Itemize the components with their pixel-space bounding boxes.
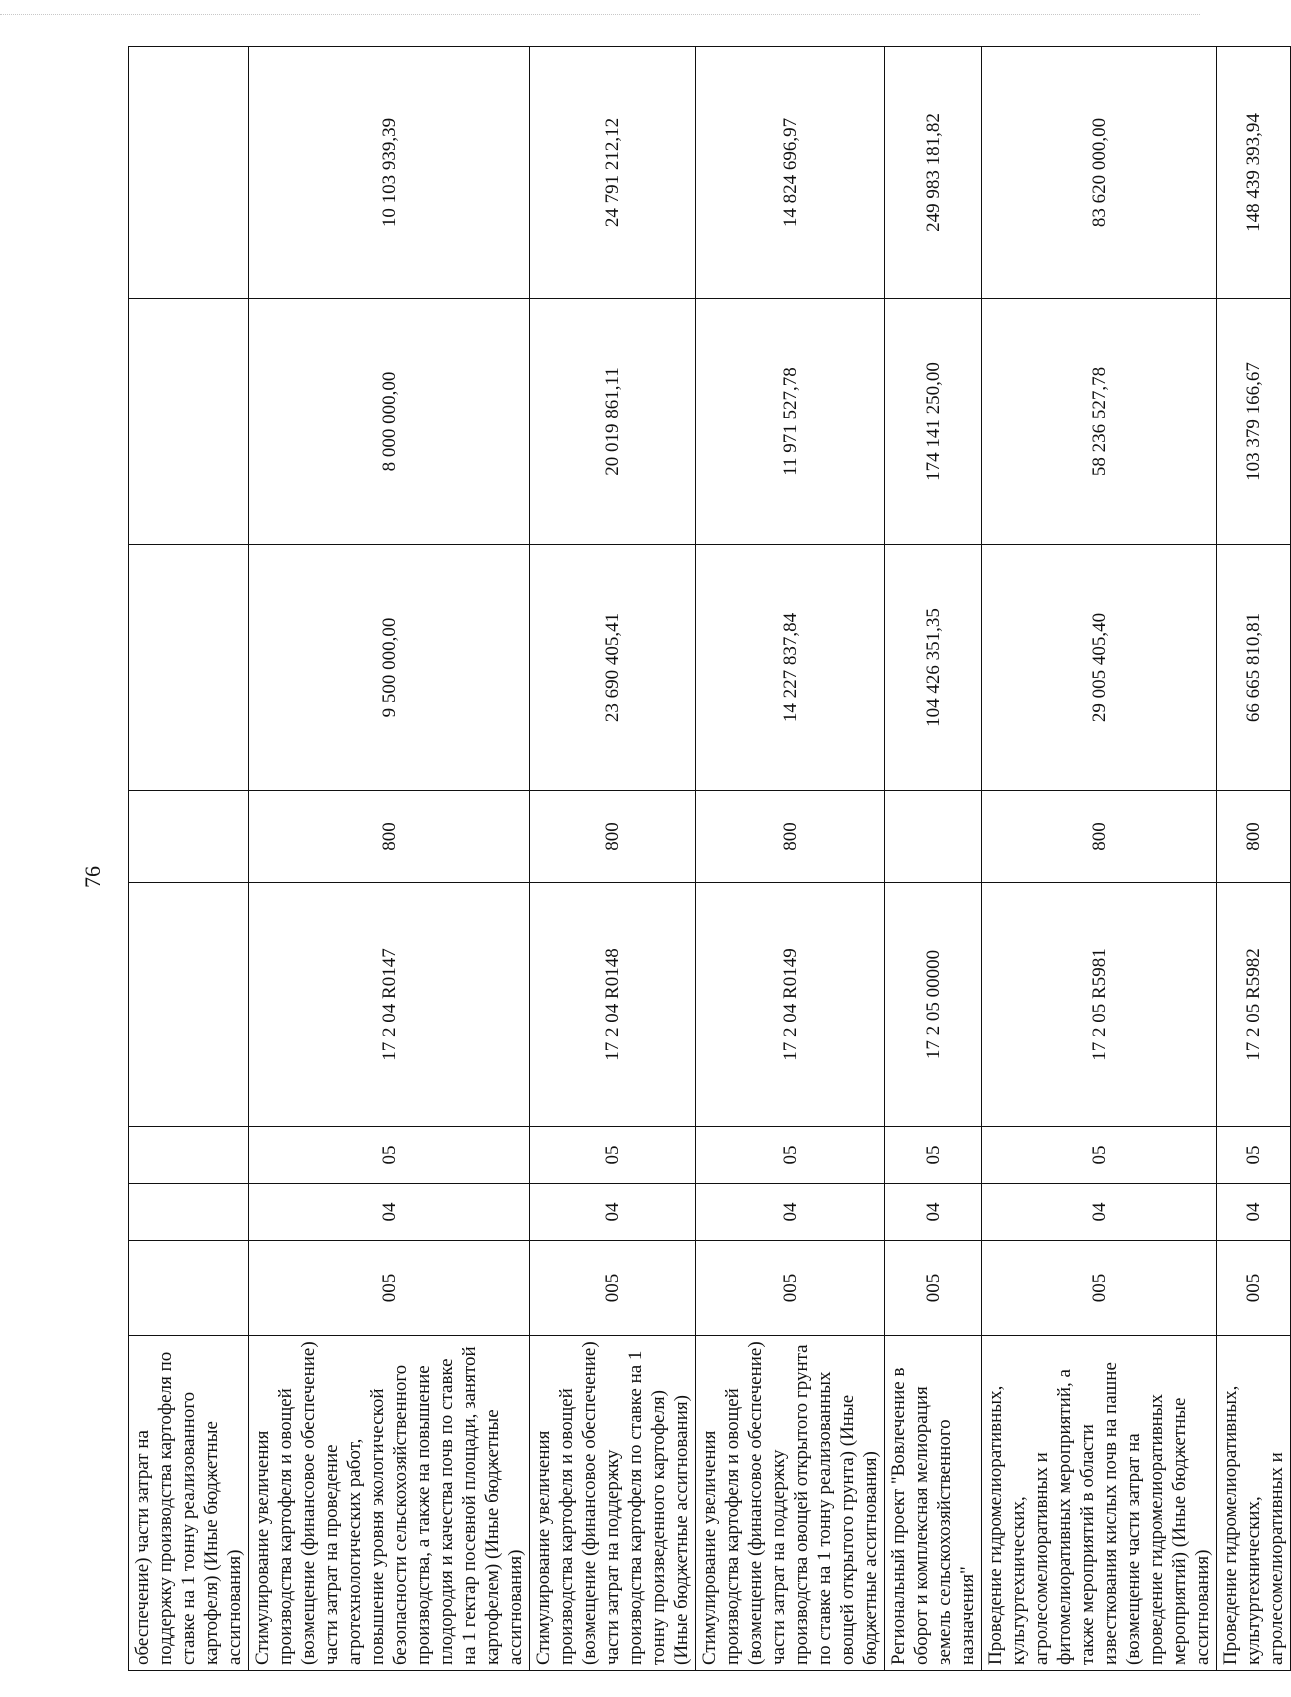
ministry-code-cell <box>129 1241 249 1336</box>
expense-type-cell: 800 <box>1217 791 1291 883</box>
target-article-cell: 17 2 04 R0147 <box>249 883 530 1127</box>
section-code-cell: 04 <box>885 1184 982 1241</box>
amount-year-1-cell: 9 500 000,00 <box>249 545 530 791</box>
target-article-cell: 17 2 05 R5982 <box>1217 883 1291 1127</box>
amount-year-2-cell: 174 141 250,00 <box>885 299 982 545</box>
ministry-code-cell: 005 <box>696 1241 885 1336</box>
expense-type-cell: 800 <box>696 791 885 883</box>
expense-type-cell: 800 <box>982 791 1217 883</box>
section-code-cell: 04 <box>1217 1184 1291 1241</box>
amount-year-2-cell: 20 019 861,11 <box>530 299 696 545</box>
section-code-cell: 04 <box>530 1184 696 1241</box>
target-article-cell: 17 2 05 R5981 <box>982 883 1217 1127</box>
page-number: 76 <box>80 866 105 888</box>
amount-year-2-cell <box>129 299 249 545</box>
subsection-code-cell: 05 <box>249 1127 530 1184</box>
ministry-code-cell: 005 <box>249 1241 530 1336</box>
scan-edge-line <box>0 14 1200 15</box>
section-code-cell <box>129 1184 249 1241</box>
ministry-code-cell: 005 <box>885 1241 982 1336</box>
amount-year-2-cell: 103 379 166,67 <box>1217 299 1291 545</box>
row-name-cell: обеспечение) части затрат на поддержку производства картофеля по ставке на 1 тонну реализованного картофеля) (Иные бюджетные ассигнования) <box>129 1336 249 1671</box>
row-name-cell: Стимулирование увеличения производства картофеля и овощей (возмещение (финансовое обеспечение) части затрат на проведение агротехнологических работ, повышение уровня экологической безопасности сельскохозяйственного производства, а также на повышение плодородия и качества почв по ставке на 1 гектар посевной площади, занятой картофелем) (Иные бюджетные ассигнования) <box>249 1336 530 1671</box>
section-code-cell: 04 <box>696 1184 885 1241</box>
row-name-cell: Проведение гидромелиоративных, культуртехнических, агролесомелиоративных и <box>1217 1336 1291 1671</box>
amount-year-2-cell: 58 236 527,78 <box>982 299 1217 545</box>
amount-year-3-cell: 148 439 393,94 <box>1217 47 1291 299</box>
target-article-cell: 17 2 04 R0148 <box>530 883 696 1127</box>
ministry-code-cell: 005 <box>982 1241 1217 1336</box>
table-row <box>696 47 885 1671</box>
amount-year-3-cell: 83 620 000,00 <box>982 47 1217 299</box>
expense-type-cell: 800 <box>530 791 696 883</box>
budget-table-sheet <box>128 47 1287 1671</box>
amount-year-1-cell: 104 426 351,35 <box>885 545 982 791</box>
amount-year-2-cell: 11 971 527,78 <box>696 299 885 545</box>
amount-year-3-cell: 249 983 181,82 <box>885 47 982 299</box>
ministry-code-cell: 005 <box>530 1241 696 1336</box>
row-name-cell: Проведение гидромелиоративных, культуртехнических, агролесомелиоративных и фитомелиоративных мероприятий, а также мероприятий в области известкования кислых почв на пашне (возмещение части затрат на проведение гидромелиоративных мероприятий) (Иные бюджетные ассигнования) <box>982 1336 1217 1671</box>
amount-year-1-cell: 23 690 405,41 <box>530 545 696 791</box>
amount-year-1-cell: 29 005 405,40 <box>982 545 1217 791</box>
table-row <box>885 47 982 1671</box>
amount-year-3-cell: 10 103 939,39 <box>249 47 530 299</box>
target-article-cell: 17 2 04 R0149 <box>696 883 885 1127</box>
table-body <box>129 47 1291 1671</box>
expense-type-cell <box>885 791 982 883</box>
amount-year-3-cell: 14 824 696,97 <box>696 47 885 299</box>
section-code-cell: 04 <box>982 1184 1217 1241</box>
table-row <box>249 47 530 1671</box>
budget-table <box>128 46 1291 1671</box>
expense-type-cell <box>129 791 249 883</box>
amount-year-1-cell <box>129 545 249 791</box>
row-name-cell: Стимулирование увеличения производства картофеля и овощей (возмещение (финансовое обеспечение) части затрат на поддержку производства картофеля по ставке на 1 тонну произведенного картофеля) (Иные бюджетные ассигнования) <box>530 1336 696 1671</box>
amount-year-3-cell: 24 791 212,12 <box>530 47 696 299</box>
subsection-code-cell: 05 <box>530 1127 696 1184</box>
subsection-code-cell: 05 <box>1217 1127 1291 1184</box>
table-row <box>1217 47 1291 1671</box>
row-name-cell: Стимулирование увеличения производства картофеля и овощей (возмещение (финансовое обеспечение) части затрат на поддержку производства овощей открытого грунта по ставке на 1 тонну реализованных овощей открытого грунта) (Иные бюджетные ассигнования) <box>696 1336 885 1671</box>
subsection-code-cell: 05 <box>982 1127 1217 1184</box>
table-row <box>982 47 1217 1671</box>
expense-type-cell: 800 <box>249 791 530 883</box>
table-row <box>530 47 696 1671</box>
amount-year-1-cell: 66 665 810,81 <box>1217 545 1291 791</box>
amount-year-1-cell: 14 227 837,84 <box>696 545 885 791</box>
target-article-cell: 17 2 05 00000 <box>885 883 982 1127</box>
target-article-cell <box>129 883 249 1127</box>
ministry-code-cell: 005 <box>1217 1241 1291 1336</box>
subsection-code-cell <box>129 1127 249 1184</box>
amount-year-2-cell: 8 000 000,00 <box>249 299 530 545</box>
amount-year-3-cell <box>129 47 249 299</box>
subsection-code-cell: 05 <box>696 1127 885 1184</box>
section-code-cell: 04 <box>249 1184 530 1241</box>
row-name-cell: Региональный проект "Вовлечение в оборот и комплексная мелиорация земель сельскохозяйственного назначения" <box>885 1336 982 1671</box>
subsection-code-cell: 05 <box>885 1127 982 1184</box>
table-row <box>129 47 249 1671</box>
